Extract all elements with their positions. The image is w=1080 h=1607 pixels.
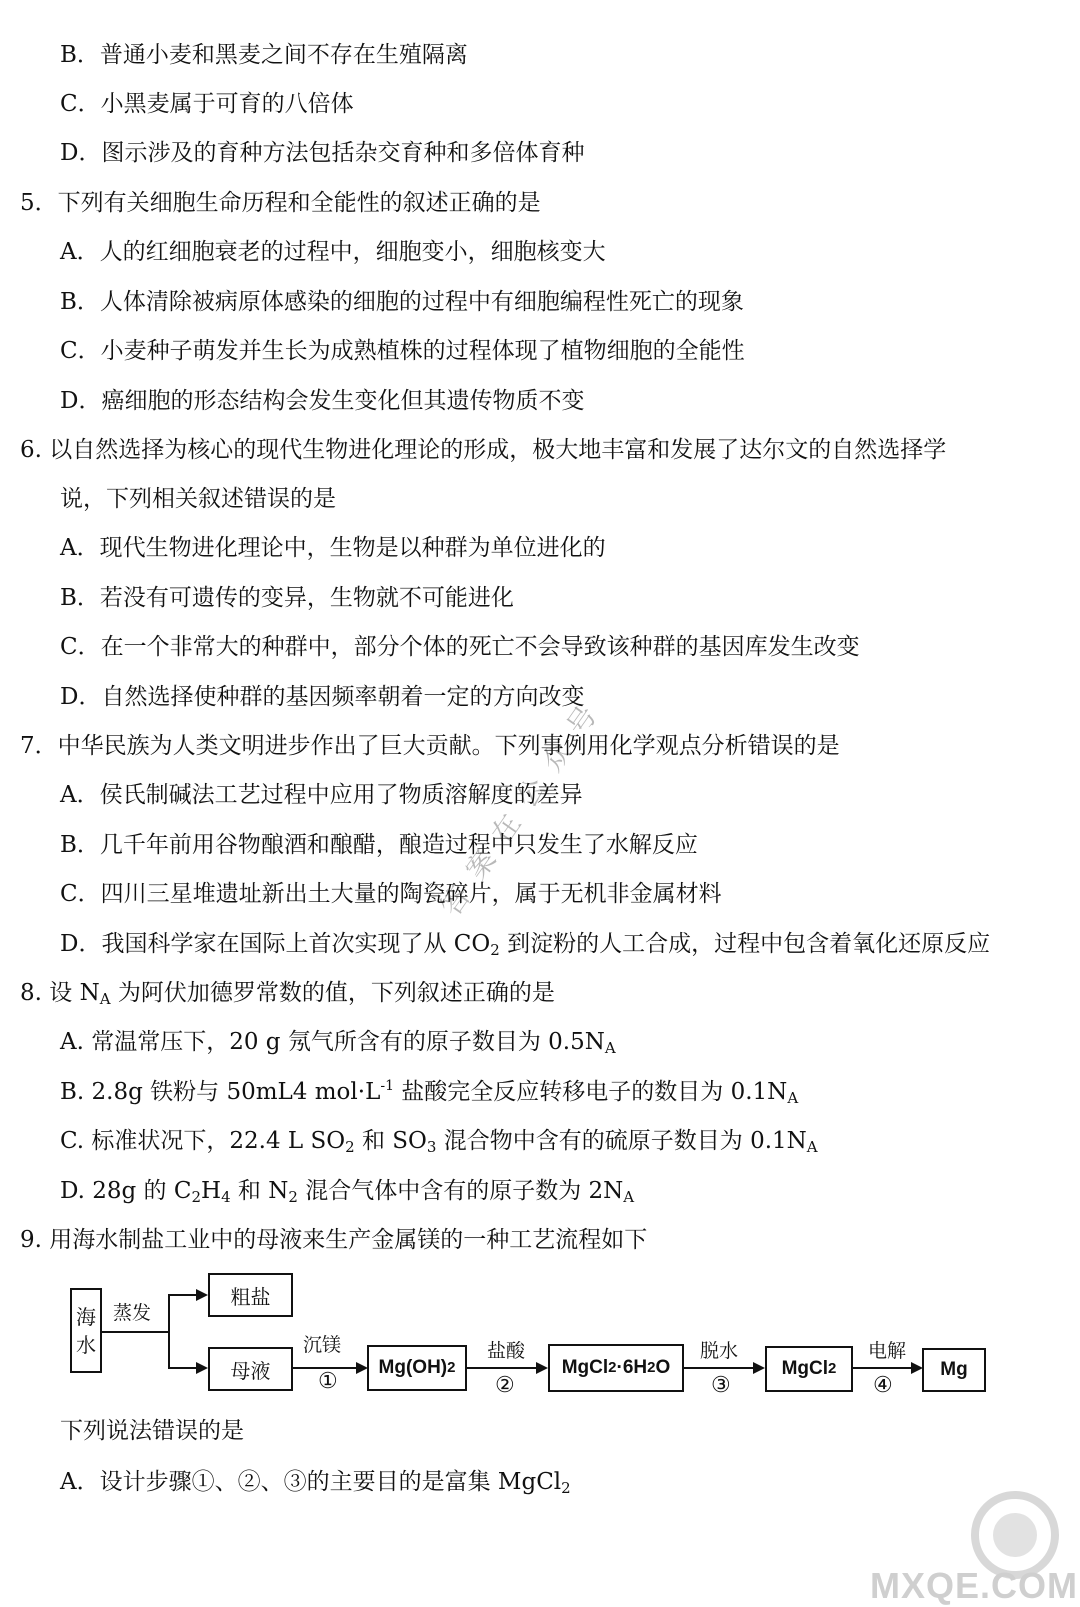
q8-option-a: A. 常温常压下，20 g 氖气所含有的原子数目为 $0.5N_A$ [60,1029,616,1057]
q8-option-d: D. 28g 的 $C_2H_4$ 和 $N_2$ 混合气体中含有的原子数为 $2N_A$ [60,1178,635,1206]
q6-option-a: A．现代生物进化理论中，生物是以种群为单位进化的 [60,535,606,561]
q5-option-c: C．小麦种子萌发并生长为成熟植株的过程体现了植物细胞的全能性 [60,338,745,364]
q7-stem: 7．中华民族为人类文明进步作出了巨大贡献。下列事例用化学观点分析错误的是 [20,733,840,759]
diagonal-watermark: 答案在公众号 [434,686,613,922]
q9-option-a: A．设计步骤①、②、③的主要目的是富集 MgCl$_2$ [60,1469,571,1497]
branch-vertical [168,1294,170,1368]
q6-stem-line1: 6. 以自然选择为核心的现代生物进化理论的形成，极大地丰富和发展了达尔文的自然选择学 [20,437,947,463]
q4-option-d: D．图示涉及的育种方法包括杂交育种和多倍体育种 [60,140,585,166]
step2-label: 盐酸 [487,1340,526,1362]
q4-option-c: C．小黑麦属于可育的八倍体 [60,91,354,117]
q6-stem-line2: 说，下列相关叙述错误的是 [60,486,336,512]
step2-line [467,1367,536,1369]
step2-arrowhead [536,1362,548,1374]
q7-option-c: C．四川三星堆遗址新出土大量的陶瓷碎片，属于无机非金属材料 [60,881,722,907]
mgcl2-hydrate-box: MgCl 2 ·6H 2 O [548,1344,684,1392]
q6-option-d: D．自然选择使种群的基因频率朝着一定的方向改变 [60,684,585,710]
q5-option-a: A．人的红细胞衰老的过程中，细胞变小，细胞核变大 [60,239,606,265]
mg-oh2-box: Mg(OH) 2 [367,1345,467,1391]
arrow-to-mother-liquor [196,1362,208,1374]
q5-option-d: D．癌细胞的形态结构会发生变化但其遗传物质不变 [60,388,585,414]
step1-label: 沉镁 [303,1334,342,1356]
branch-top-line [168,1294,196,1296]
q7-option-a: A．侯氏制碱法工艺过程中应用了物质溶解度的差异 [60,782,583,808]
step3-number: ③ [711,1373,731,1398]
step1-number: ① [318,1369,338,1394]
step4-label: 电解 [868,1340,907,1362]
evaporate-label: 蒸发 [113,1302,152,1324]
q7-option-d: D．我国科学家在国际上首次实现了从 $CO_2$ 到淀粉的人工合成，过程中包含着氧化还原反应 [60,931,991,959]
arrow-to-crude-salt [196,1289,208,1301]
step4-line [853,1367,911,1369]
mgcl2-box: MgCl 2 [765,1346,853,1392]
seawater-char-2: 水 [76,1332,96,1357]
q4-option-b: B．普通小麦和黑麦之间不存在生殖隔离 [60,42,468,68]
seawater-char-1: 海 [76,1304,96,1329]
q9-prompt: 下列说法错误的是 [60,1418,244,1444]
q9-stem: 9. 用海水制盐工业中的母液来生产金属镁的一种工艺流程如下 [20,1227,648,1253]
q8-option-c: C. 标准状况下，22.4 L $SO_2$ 和 $SO_3$ 混合物中含有的硫原子数目为 $0.1N_A$ [60,1128,818,1156]
branch-bottom-line [168,1367,196,1369]
q8-stem: 8. 设 $N_A$ 为阿伏加德罗常数的值，下列叙述正确的是 [20,980,555,1008]
q6-option-c: C．在一个非常大的种群中，部分个体的死亡不会导致该种群的基因库发生改变 [60,634,860,660]
q7-option-b: B．几千年前用谷物酿酒和酿醋，酿造过程中只发生了水解反应 [60,832,698,858]
split-line [102,1331,168,1333]
q8-option-b: B. 2.8g 铁粉与 50mL4 $mol\cdot L^{-1}$ 盐酸完全反应转移电子的数目为 $0.1N_A$ [60,1078,799,1107]
q5-option-b: B．人体清除被病原体感染的细胞的过程中有细胞编程性死亡的现象 [60,289,744,315]
step3-line [684,1367,753,1369]
step3-label: 脱水 [700,1340,739,1362]
mother-liquor-box: 母液 [208,1347,293,1391]
step3-arrowhead [753,1362,765,1374]
watermark-logo-text: MXQE.COM [870,1565,1079,1606]
mg-box: Mg [922,1348,986,1392]
seawater-box [70,1288,102,1373]
q5-stem: 5．下列有关细胞生命历程和全能性的叙述正确的是 [20,190,541,216]
step4-number: ④ [873,1373,893,1398]
step2-number: ② [495,1373,515,1398]
q6-option-b: B．若没有可遗传的变异，生物就不可能进化 [60,585,514,611]
crude-salt-box: 粗盐 [208,1273,293,1317]
